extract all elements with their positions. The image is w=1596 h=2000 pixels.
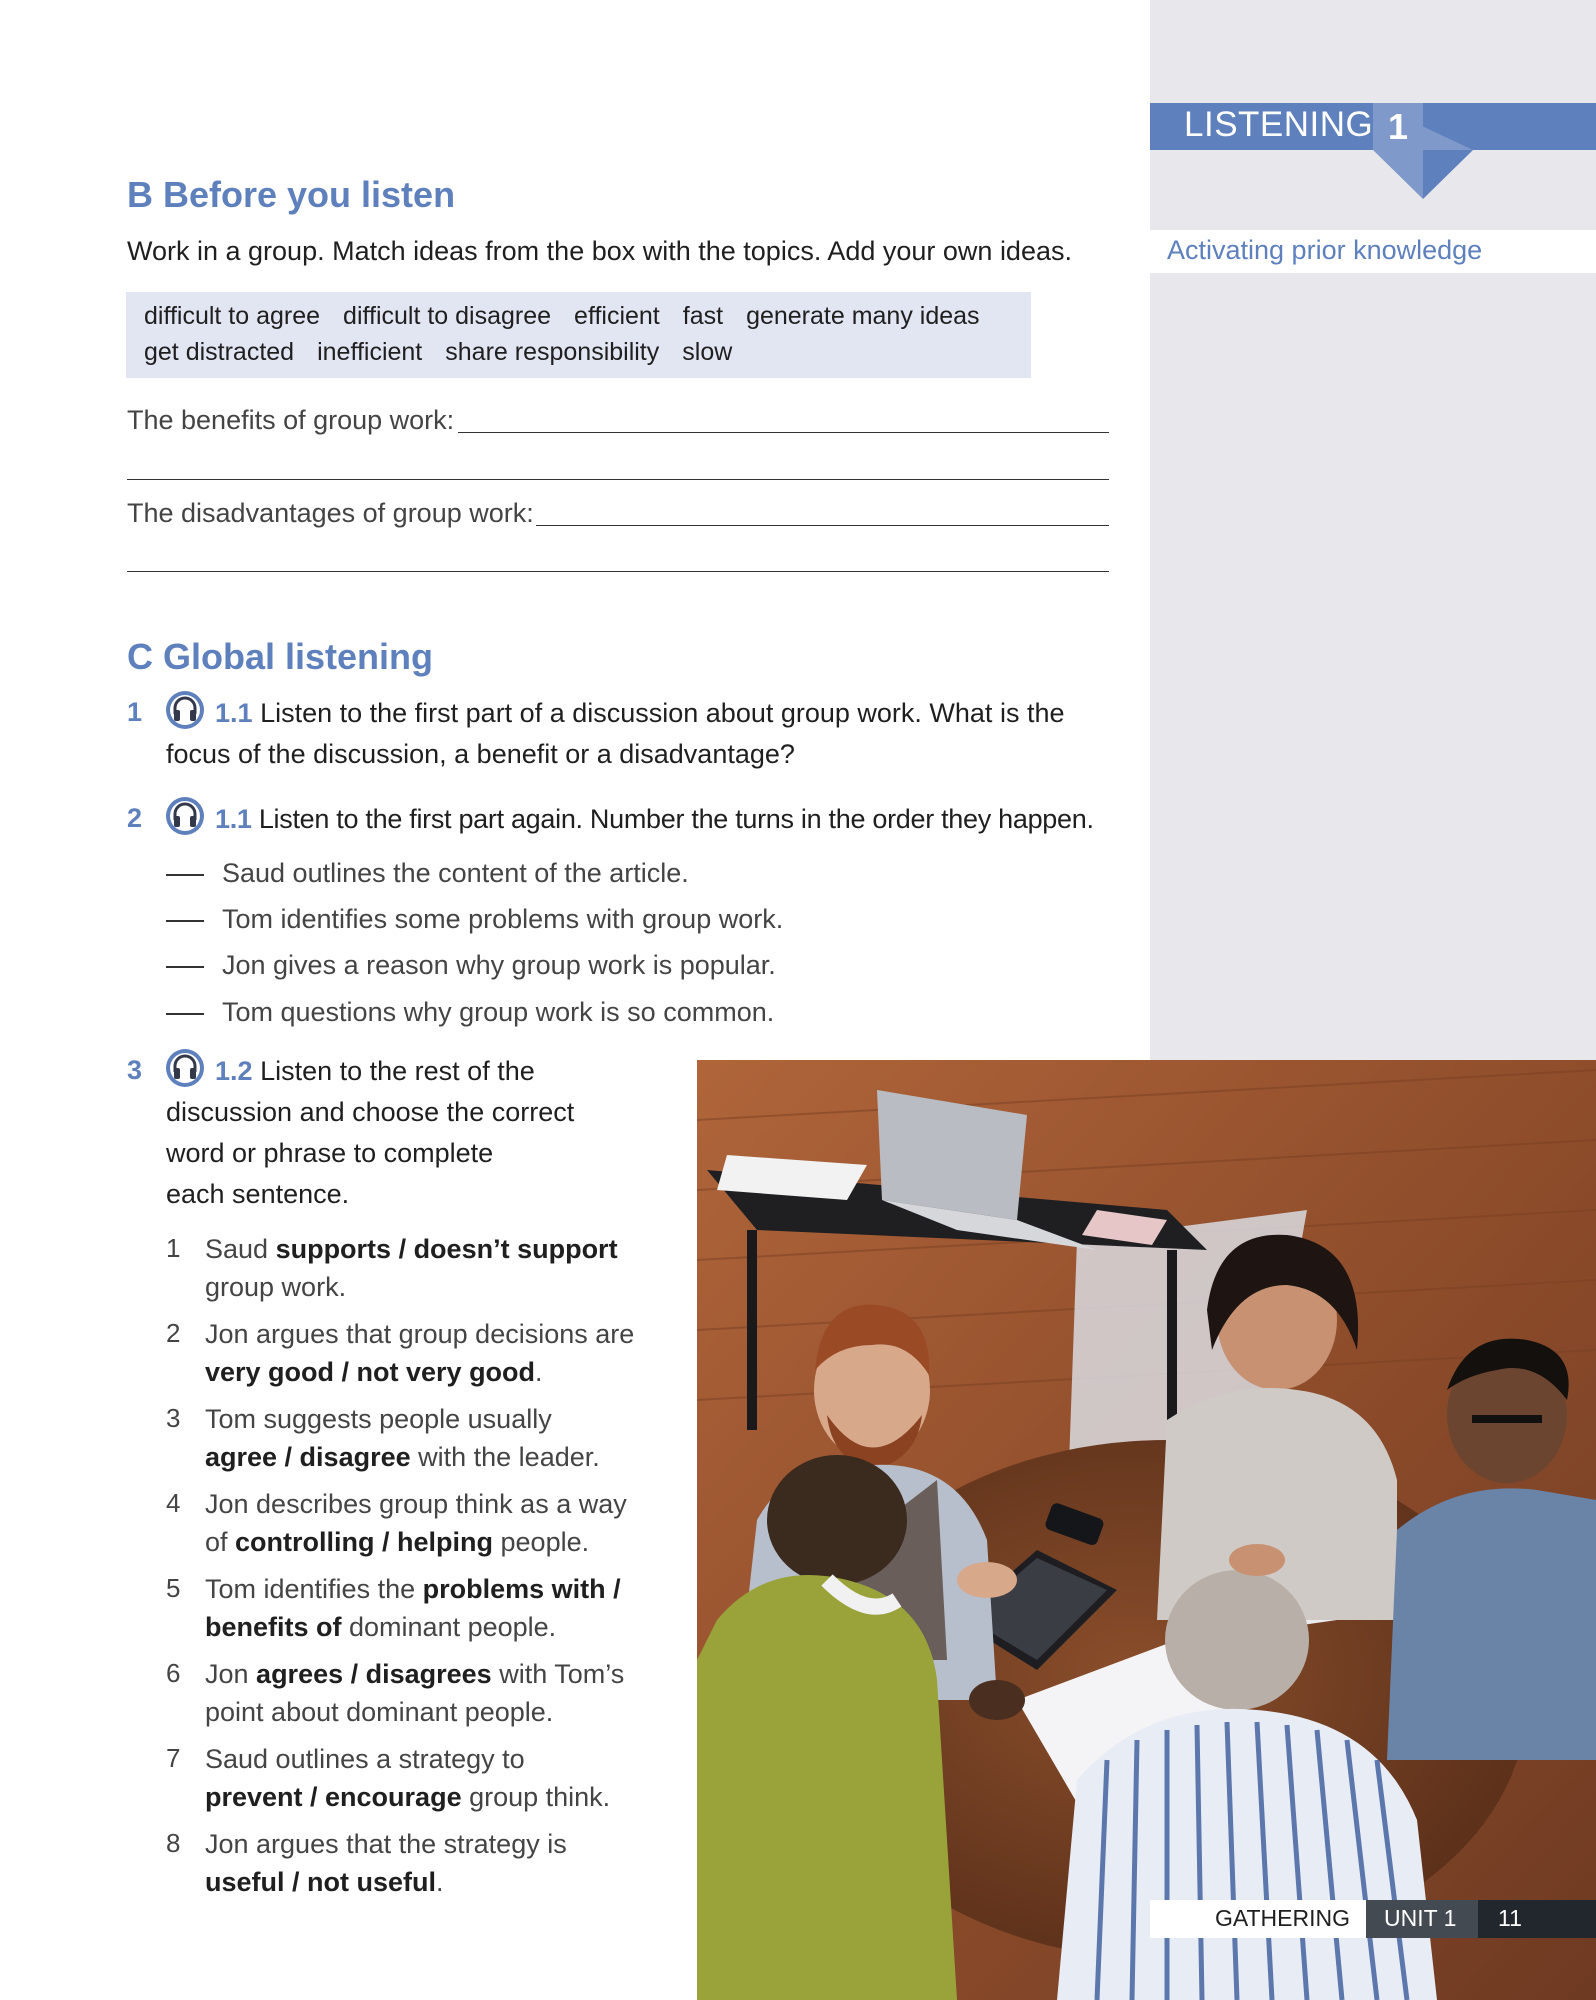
audio-headphones-icon[interactable] [165, 690, 205, 730]
benefits-answer-line[interactable] [458, 432, 1109, 433]
question-3-text-line-3: word or phrase to complete [166, 1138, 494, 1168]
sentence-text: point about dominant people. [205, 1697, 554, 1727]
sentence-text: Saud outlines a strategy to [205, 1744, 525, 1774]
order-item [166, 950, 776, 981]
word-box-item: share responsibility [445, 338, 660, 366]
question-3-text-line-4: each sentence. [166, 1179, 350, 1209]
sentence-text: with Tom’s [491, 1659, 625, 1689]
audio-headphones-icon[interactable] [165, 1048, 205, 1088]
order-item-text: Saud outlines the content of the article. [222, 858, 689, 888]
order-blank[interactable] [166, 920, 204, 922]
section-c-heading: C Global listening [127, 636, 434, 677]
question-1-text-line-2: focus of the discussion, a benefit or a disadvantage? [166, 739, 795, 769]
sentence-number: 5 [166, 1573, 181, 1603]
sentence-4 [205, 1485, 627, 1561]
word-box-item: fast [682, 302, 724, 330]
footer-unit: UNIT 1 [1384, 1905, 1457, 1931]
footer-gathering: GATHERING [1214, 1905, 1350, 1931]
skill-label-box [1150, 230, 1596, 273]
question-3-text-line-1: Listen to the rest of the [260, 1056, 535, 1086]
audio-headphones-icon[interactable] [165, 796, 205, 836]
sentence-text: Jon argues that the strategy is [205, 1829, 567, 1859]
sentence-number: 2 [166, 1318, 181, 1348]
footer-gathering-box [1150, 1900, 1366, 1938]
word-box-item: generate many ideas [746, 302, 980, 330]
question-2-text [215, 799, 1094, 840]
sentence-number: 6 [166, 1658, 181, 1688]
sentence-2 [205, 1315, 634, 1391]
order-blank[interactable] [166, 966, 204, 968]
meeting-photo [697, 1060, 1596, 2000]
sentence-3 [205, 1400, 600, 1476]
track-number: 1.1 [215, 698, 253, 728]
sentence-choice[interactable]: very good / not very good [205, 1357, 536, 1387]
section-b-heading: B Before you listen [127, 174, 456, 215]
disadvantages-answer-line[interactable] [536, 525, 1109, 526]
order-item-text: Tom identifies some problems with group work. [222, 904, 784, 934]
order-item-text: Tom questions why group work is so common. [222, 997, 775, 1027]
word-box-item: slow [682, 338, 733, 366]
question-2-instruction: Listen to the first part again. Number the turns in the order they happen. [258, 804, 1094, 834]
sentence-choice[interactable]: agree / disagree [205, 1442, 411, 1472]
sentence-choice[interactable]: useful / not useful [205, 1867, 437, 1897]
word-box [126, 292, 1031, 378]
footer-unit-box [1366, 1900, 1478, 1938]
question-3-text [215, 1051, 535, 1092]
sentence-choice[interactable]: problems with / [422, 1574, 621, 1604]
section-b-instruction: Work in a group. Match ideas from the box with the topics. Add your own ideas. [127, 236, 1072, 266]
order-item [166, 997, 774, 1028]
benefits-answer-line-2[interactable] [127, 479, 1109, 480]
sentence-choice[interactable]: supports / doesn’t support [275, 1234, 618, 1264]
word-box-line-1 [144, 302, 980, 331]
sentence-number: 8 [166, 1828, 181, 1858]
word-box-item: difficult to agree [144, 302, 321, 330]
sentence-text: people. [493, 1527, 590, 1557]
track-number: 1.2 [215, 1056, 253, 1086]
order-blank[interactable] [166, 1013, 204, 1015]
sentence-text: . [436, 1867, 444, 1897]
sentence-text: group work. [205, 1272, 347, 1302]
word-box-item: get distracted [144, 338, 295, 366]
sentence-number: 4 [166, 1488, 181, 1518]
listening-number: 1 [1373, 103, 1423, 150]
track-number: 1.1 [215, 804, 252, 834]
word-box-item: efficient [574, 302, 660, 330]
sentence-choice[interactable]: controlling / helping [235, 1527, 494, 1557]
word-box-line-2 [144, 338, 732, 367]
question-3-text-line-2: discussion and choose the correct [166, 1097, 575, 1127]
order-item [166, 858, 689, 889]
sentence-text: of [205, 1527, 236, 1557]
listening-label: LISTENING [1184, 105, 1374, 144]
skill-label: Activating prior knowledge [1167, 235, 1483, 265]
word-box-item: difficult to disagree [343, 302, 552, 330]
sentence-text: Jon [205, 1659, 257, 1689]
sentence-number: 7 [166, 1743, 181, 1773]
order-item-text: Jon gives a reason why group work is popular. [222, 950, 776, 980]
sentence-1 [205, 1230, 618, 1306]
question-1-number: 1 [127, 697, 143, 727]
disadvantages-answer-line-2[interactable] [127, 571, 1109, 572]
sentence-text: with the leader. [410, 1442, 600, 1472]
page-number: 11 [1498, 1905, 1522, 1931]
sentence-text: group think. [461, 1782, 611, 1812]
benefits-label: The benefits of group work: [127, 405, 455, 435]
order-item [166, 904, 783, 935]
sentence-text: Tom identifies the [205, 1574, 423, 1604]
sentence-5 [205, 1570, 621, 1646]
sentence-text: Jon describes group think as a way [205, 1489, 627, 1519]
sentence-choice[interactable]: benefits of [205, 1612, 342, 1642]
sentence-choice[interactable]: prevent / encourage [205, 1782, 462, 1812]
sentence-number: 3 [166, 1403, 181, 1433]
sentence-8 [205, 1825, 567, 1901]
sentence-text: Saud [205, 1234, 276, 1264]
sentence-number: 1 [166, 1233, 181, 1263]
question-2-number: 2 [127, 803, 143, 833]
sentence-6 [205, 1655, 624, 1731]
sentence-text: Tom suggests people usually [205, 1404, 552, 1434]
word-box-item: inefficient [317, 338, 423, 366]
sentence-text: Jon argues that group decisions are [205, 1319, 635, 1349]
question-1-text-line-1: Listen to the first part of a discussion about group work. What is the [260, 698, 1065, 728]
sentence-text: . [535, 1357, 543, 1387]
sentence-choice[interactable]: agrees / disagrees [256, 1659, 492, 1689]
group-discussion-image [697, 1060, 1596, 2000]
question-3-number: 3 [127, 1055, 143, 1085]
sentence-text: dominant people. [341, 1612, 557, 1642]
sentence-7 [205, 1740, 610, 1816]
footer-page-box [1478, 1900, 1596, 1938]
question-1-text [215, 693, 1064, 734]
disadvantages-label: The disadvantages of group work: [127, 498, 534, 528]
order-blank[interactable] [166, 874, 204, 876]
